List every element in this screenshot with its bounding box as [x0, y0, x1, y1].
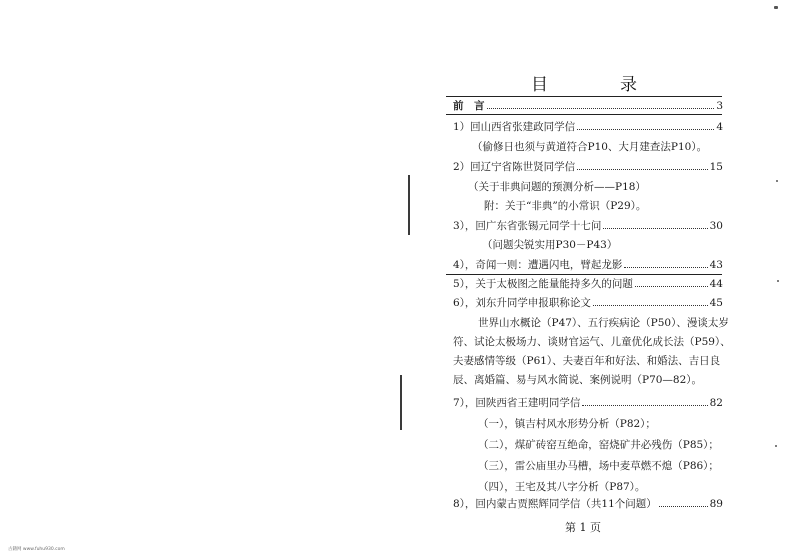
toc-entry-label: 5），关于太极图之能量能持多久的问题: [453, 278, 633, 290]
toc-sub-line: 夫妻感情等级（P61）、夫妻百年和好法、和婚法、吉日良: [453, 355, 721, 367]
toc-entry: [453, 296, 723, 310]
toc-entry-label: 4），奇闻一则：遭遇闪电，臂起龙影: [453, 259, 623, 271]
toc-rule: [446, 114, 722, 115]
scan-speck: [777, 280, 779, 282]
site-watermark: 古籍网 www.fuhu930.com: [8, 547, 65, 552]
toc-entry-page: 4: [716, 121, 723, 133]
toc-entry-label: 3），回广东省张锡元同学十七问: [453, 220, 602, 232]
toc-sub-line: 世界山水概论（P47）、五行疾病论（P50）、漫谈太岁: [478, 317, 729, 329]
toc-entry-label: 1）回山西省张建政同学信: [453, 121, 576, 133]
toc-entry-page: 82: [709, 397, 723, 409]
toc-leader-dots: [577, 169, 707, 170]
toc-entry: [453, 99, 723, 113]
toc-sub-line: （一），镇吉村风水形势分析（P82）；: [478, 418, 656, 430]
toc-entry-page: 44: [709, 278, 723, 290]
toc-entry: [453, 497, 723, 511]
toc-leader-dots: [635, 286, 708, 287]
toc-entry-page: 15: [709, 161, 723, 173]
toc-entry: [453, 277, 723, 291]
toc-entry: [453, 219, 723, 233]
binding-mark-upper: [408, 175, 410, 235]
toc-entry-label: 7），回陕西省王建明同学信: [453, 397, 581, 409]
toc-sub-line: （三），雷公庙里办马槽，场中麦草燃不熄（P86）；: [478, 460, 719, 472]
toc-leader-dots: [603, 228, 707, 229]
toc-sub-line: （偷修日也须与黄道符合P10、大月建查法P10）。: [472, 141, 708, 153]
scan-speck: [775, 445, 777, 447]
toc-entry-label: 8），回内蒙古贾熙辉同学信（共11个问题）: [453, 498, 657, 510]
toc-sub-line: （四），王宅及其八字分析（P87）。: [478, 481, 646, 493]
toc-sub-line: （关于非典问题的预测分析——P18）: [468, 181, 646, 193]
scan-speck: [776, 180, 778, 182]
toc-entry: [453, 396, 723, 410]
toc-entry-label: 6），刘东升同学申报职称论文: [453, 297, 591, 309]
toc-leader-dots: [624, 267, 707, 268]
toc-sub-line: （二），煤矿砖窑互绝命，窑烧矿井必残伤（P85）；: [478, 439, 719, 451]
toc-entry-page: 30: [709, 220, 723, 232]
toc-sub-line: 符、试论太极场力、谈财官运气、儿童优化成长法（P59）、: [453, 336, 731, 348]
toc-top-rule: [446, 96, 722, 97]
toc-title-right-char: 录: [620, 75, 639, 95]
toc-rule: [446, 274, 722, 275]
toc-leader-dots: [582, 405, 707, 406]
toc-sub-line: （问题尖锐实用P30－P43）: [482, 239, 618, 251]
page-number: 第 1 页: [565, 521, 601, 534]
toc-entry-page: 45: [709, 297, 723, 309]
toc-sub-line: 附：关于“非典”的小常识（P29）。: [484, 200, 647, 212]
scan-speck: [774, 6, 778, 9]
toc-title: [450, 70, 720, 95]
toc-sub-line: 辰、离婚篇、易与风水简说、案例说明（P70—82）。: [453, 374, 703, 386]
binding-mark-lower: [400, 375, 402, 430]
toc-leader-dots: [659, 506, 708, 507]
toc-entry-label: 2）回辽宁省陈世贤同学信: [453, 161, 576, 173]
toc-leader-dots: [577, 129, 714, 130]
toc-title-left-char: 目: [531, 75, 550, 95]
toc-entry-label: 前 言: [453, 100, 485, 112]
toc-entry: [453, 120, 723, 134]
toc-leader-dots: [487, 108, 715, 109]
toc-entry-page: 89: [709, 498, 723, 510]
toc-entry: [453, 160, 723, 174]
toc-leader-dots: [593, 305, 708, 306]
toc-entry-page: 43: [709, 259, 723, 271]
toc-entry: [453, 258, 723, 272]
toc-entry-page: 3: [716, 100, 723, 112]
